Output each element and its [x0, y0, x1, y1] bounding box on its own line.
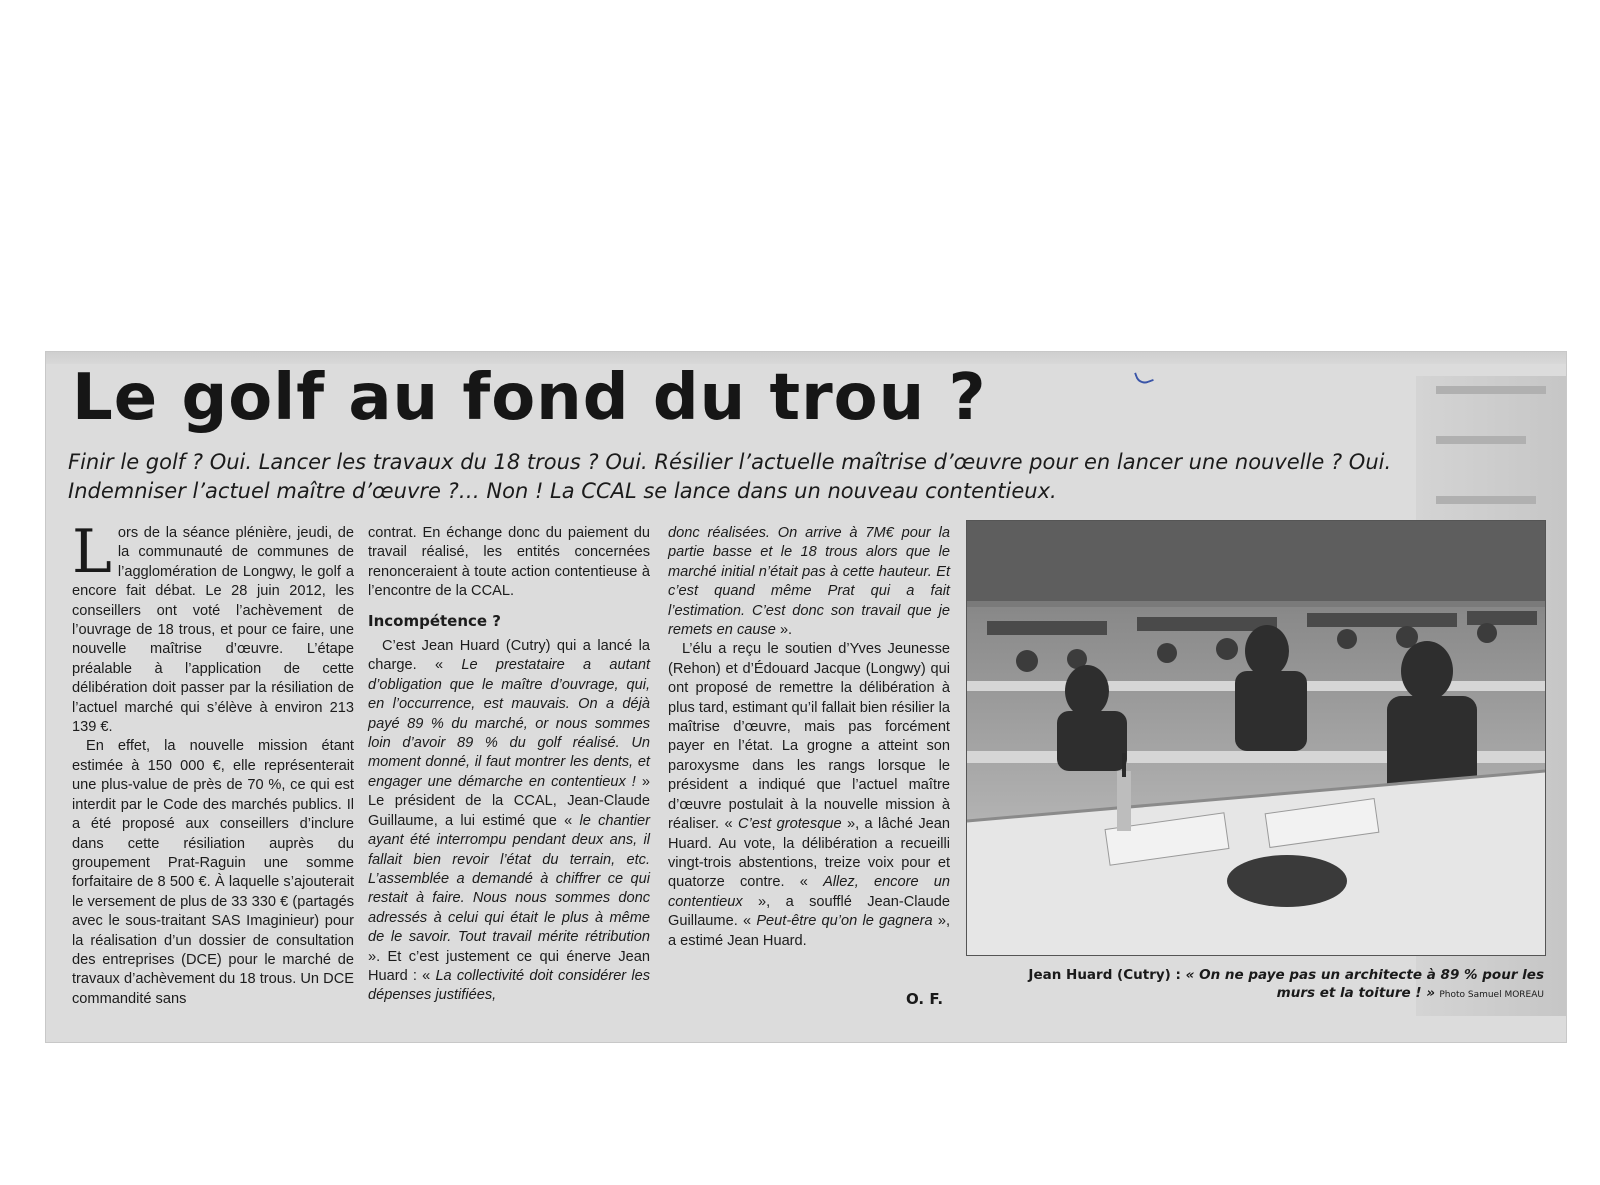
council-meeting-photo	[966, 520, 1546, 956]
article-headline: Le golf au fond du trou ?	[72, 361, 987, 435]
text-column-2	[368, 524, 650, 1006]
paragraph: C’est Jean Huard (Cutry) qui a lancé la charge. « Le prestataire a autant d’obligation que le maître d’ouvrage, qui, en l’occurrence, est mauvais. On a déjà payé 89 % du marché, or nous sommes loin d’avoir 89 % du golf réalisé. Un moment donné, il faut montrer les dents, et engager une démarche en contentieux ! » Le président de la CCAL, Jean-Claude Guillaume, a lui estimé que « le chantier ayant été interrompu pendant deux ans, il fallait bien revoir l’état du terrain, etc. L’assemblée a demandé à chiffrer ce qui restait à faire. Nous nous sommes donc adressés à celui qui était le plus à même de le savoir. Tout travail mérite rétribution ». Et c’est justement ce qui énerve Jean Huard : « La collectivité doit considérer les dépenses justifiées,	[368, 638, 651, 1004]
drop-cap: L	[72, 517, 112, 587]
paragraph: En effet, la nouvelle mission étant estimée à 150 000 €, elle représenterait une plus-value de près de 70 %, ce qui est interdit par le Code des marchés publics. Il a été proposé aux conseillers d’inclure dans cette résiliation auprès du groupement Prat-Raguin une somme forfaitaire de 8 500 €. À laquelle s’ajouterait le versement de plus de 33 330 € (partagés avec le sous-traitant SAS Imaginieur) pour la réalisation d’un dossier de consultation des entreprises (DCE) pour le marché de travaux d’achèvement du 18 trous. Un DCE commandité sans	[72, 738, 354, 1007]
text-column-1	[72, 517, 354, 1009]
paragraph: contrat. En échange donc du paiement du travail réalisé, les entités concernées renonceraient à toute action contentieuse à l’encontre de la CCAL.	[368, 525, 650, 600]
pen-mark	[1134, 368, 1154, 387]
text-column-3	[668, 524, 950, 951]
photo-credit: Photo Samuel MOREAU	[1439, 990, 1544, 1000]
article-standfirst: Finir le golf ? Oui. Lancer les travaux du 18 trous ? Oui. Résilier l’actuelle maîtrise d’œuvre pour en lancer une nouvelle ? Oui. Indemniser l’actuel maître d’œuvre ?… Non ! La CCAL se lance dans un nouveau contentieux.	[68, 450, 1392, 503]
subheading: Incompétence ?	[368, 611, 502, 630]
newspaper-clipping	[46, 352, 1566, 1042]
paragraph: L’élu a reçu le soutien d’Yves Jeunesse (Rehon) et d’Édouard Jacque (Longwy) qui ont proposé de remettre la délibération à plus tard, estimant qu’il fallait bien résilier la maîtrise d’œuvre, mais pas forcément payer en l’état. La grogne a atteint son paroxysme dans les rangs lorsque le président a indiqué que l’actuel maître d’œuvre postulait à la nouvelle mission à réaliser. « C’est grotesque », a lâché Jean Huard. Au vote, la délibération a recueilli vingt-trois abstentions, treize voix pour et quatorze contre. « Allez, encore un contentieux », a soufflé Jean-Claude Guillaume. « Peut-être qu’on le gagnera », a estimé Jean Huard.	[668, 641, 950, 949]
photo-caption: Jean Huard (Cutry) : « On ne paye pas un architecte à 89 % pour les murs et la toiture ! » Photo Samuel MOREAU	[1028, 967, 1544, 1001]
photo-illustration	[967, 521, 1545, 955]
paragraph: Lors de la séance plénière, jeudi, de la communauté de communes de l’agglomération de Longwy, le golf a encore fait débat. Le 28 juin 2012, les conseillers ont voté l’achèvement de l’ouvrage de 18 trous, et pour ce faire, une nouvelle maîtrise d’œuvre. L’étape préalable à l’application de cette délibération doit passer par la résiliation de l’actuel marché qui s’élève à environ 213 139 €.	[72, 517, 354, 736]
author-signature: O. F.	[906, 990, 944, 1008]
paragraph: donc réalisées. On arrive à 7M€ pour la partie basse et le 18 trous alors que le marché initial n’était pas à cette hauteur. Et c’est quand même Prat qui a fait l’estimation. C’est donc son travail que je remets en cause ».	[668, 525, 950, 639]
